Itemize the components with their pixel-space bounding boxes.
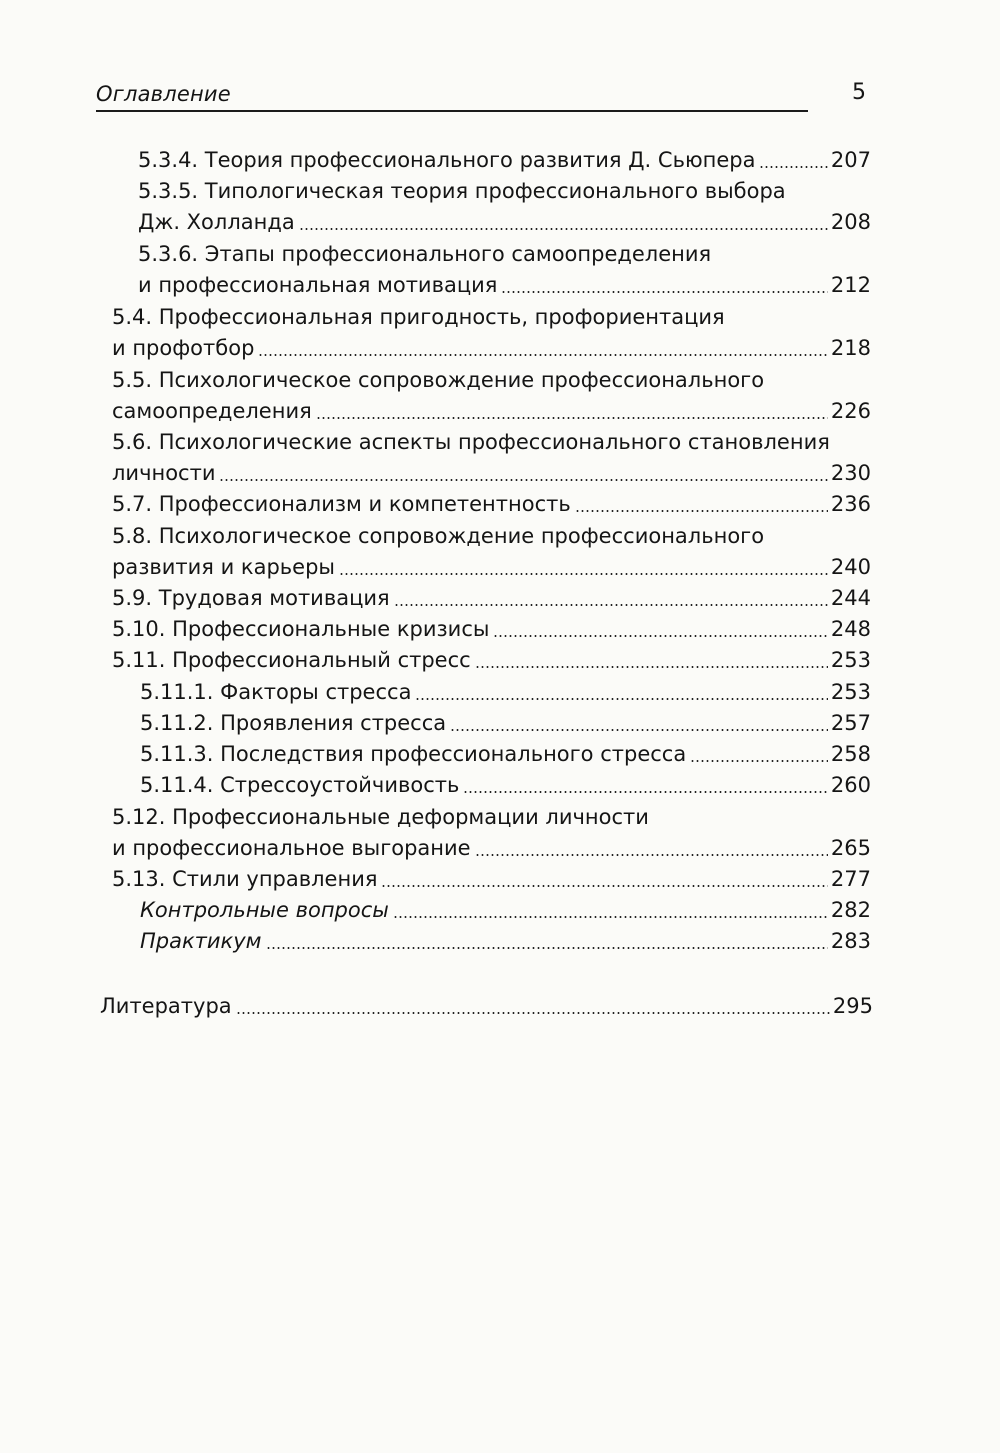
toc-entry-text: 5.7. Профессионализм и компетентность — [112, 492, 571, 516]
toc-entry — [112, 802, 871, 832]
toc-entry-text: 5.9. Трудовая мотивация — [112, 586, 390, 610]
toc-entry-page: 277 — [830, 867, 871, 891]
toc-entry-text: 5.11.2. Проявления стресса — [140, 711, 447, 735]
dot-leader — [316, 417, 828, 419]
running-head-title: Оглавление — [96, 82, 231, 106]
toc-entry-page: 207 — [830, 148, 871, 172]
toc-entry-text: Дж. Холланда — [138, 210, 295, 234]
toc-entry — [112, 458, 871, 488]
toc-entry-page: 282 — [830, 898, 871, 922]
toc-entry-text: 5.12. Профессиональные деформации личности — [112, 805, 649, 829]
toc-entry — [138, 270, 871, 300]
toc-entry-text: 5.11.4. Стрессоустойчивость — [140, 773, 460, 797]
toc-entry — [112, 614, 871, 644]
toc-entry-text: самоопределения — [112, 399, 312, 423]
toc-entry-page: 248 — [830, 617, 871, 641]
toc-entry-text: 5.11.3. Последствия профессионального стресса — [140, 742, 687, 766]
toc-entry-page: 212 — [830, 273, 871, 297]
toc-entry — [112, 645, 871, 675]
toc-entry — [140, 739, 871, 769]
running-head — [96, 78, 808, 112]
toc-entry-text: 5.5. Психологическое сопровождение профессионального — [112, 368, 765, 392]
toc-entry-page: 257 — [830, 711, 871, 735]
dot-leader — [381, 885, 827, 887]
toc-entry — [138, 207, 871, 237]
toc-entry — [140, 677, 871, 707]
dot-leader — [393, 916, 828, 918]
toc-entry — [100, 991, 873, 1021]
toc-entry — [138, 176, 871, 206]
toc-entry-text: личности — [112, 461, 216, 485]
toc-entry-text: развития и карьеры — [112, 555, 335, 579]
toc-entry-text: Практикум — [140, 929, 262, 953]
dot-leader — [501, 291, 828, 293]
toc-entry-page: 260 — [830, 773, 871, 797]
toc-entry — [140, 770, 871, 800]
toc-entry-page: 253 — [830, 680, 871, 704]
toc-entry — [112, 302, 871, 332]
toc-entry-page: 265 — [830, 836, 871, 860]
toc-entry-page: 295 — [832, 994, 873, 1018]
toc-entry-text: 5.3.5. Типологическая теория профессионального выбора — [138, 179, 786, 203]
toc-entry — [112, 365, 871, 395]
toc-entry — [112, 333, 871, 363]
toc-entry-page: 236 — [830, 492, 871, 516]
toc-entry — [112, 552, 871, 582]
dot-leader — [463, 791, 828, 793]
dot-leader — [475, 854, 828, 856]
toc-entry-page: 244 — [830, 586, 871, 610]
toc-entry — [112, 583, 871, 613]
dot-leader — [236, 1012, 830, 1014]
dot-leader — [450, 729, 828, 731]
dot-leader — [690, 760, 828, 762]
toc-entry-text: 5.3.4. Теория профессионального развития Д. Сьюпера — [138, 148, 756, 172]
toc-entry-text: и профессиональное выгорание — [112, 836, 471, 860]
toc-entry-page: 230 — [830, 461, 871, 485]
toc-entry — [138, 145, 871, 175]
toc-entry-page: 283 — [830, 929, 871, 953]
toc-entry-text: 5.11. Профессиональный стресс — [112, 648, 471, 672]
toc-entry-text: 5.13. Стили управления — [112, 867, 378, 891]
toc-entry — [112, 833, 871, 863]
dot-leader — [415, 698, 827, 700]
toc-entry-page: 218 — [830, 336, 871, 360]
dot-leader — [394, 604, 828, 606]
toc-entry-text: 5.8. Психологическое сопровождение профессионального — [112, 524, 765, 548]
toc-entry — [112, 396, 871, 426]
dot-leader — [339, 573, 828, 575]
toc-entry-text: 5.10. Профессиональные кризисы — [112, 617, 490, 641]
toc-entry — [138, 239, 871, 269]
dot-leader — [258, 354, 828, 356]
toc-entry — [140, 926, 871, 956]
dot-leader — [299, 228, 828, 230]
toc-entry — [112, 521, 871, 551]
toc-entry — [140, 708, 871, 738]
toc-entry-text: Литература — [100, 994, 232, 1018]
dot-leader — [219, 479, 827, 481]
toc-entry — [112, 427, 871, 457]
toc-entry-text: Контрольные вопросы — [140, 898, 389, 922]
toc-entry — [112, 864, 871, 894]
toc-entry-page: 253 — [830, 648, 871, 672]
dot-leader — [759, 166, 827, 168]
toc-entry-text: 5.11.1. Факторы стресса — [140, 680, 412, 704]
toc-entry — [140, 895, 871, 925]
toc-entry-page: 226 — [830, 399, 871, 423]
toc-entry-text: 5.4. Профессиональная пригодность, профориентация — [112, 305, 725, 329]
toc-entry-text: 5.6. Психологические аспекты профессионального становления — [112, 430, 830, 454]
dot-leader — [493, 635, 827, 637]
toc-entry — [112, 489, 871, 519]
toc-entry-page: 240 — [830, 555, 871, 579]
dot-leader — [266, 947, 828, 949]
dot-leader — [575, 510, 828, 512]
toc-entry-text: и профотбор — [112, 336, 255, 360]
page-number: 5 — [852, 80, 866, 105]
toc-entry-text: 5.3.6. Этапы профессионального самоопределения — [138, 242, 712, 266]
toc-entry-page: 258 — [830, 742, 871, 766]
toc-entry-text: и профессиональная мотивация — [138, 273, 498, 297]
dot-leader — [475, 666, 828, 668]
toc-entry-page: 208 — [830, 210, 871, 234]
